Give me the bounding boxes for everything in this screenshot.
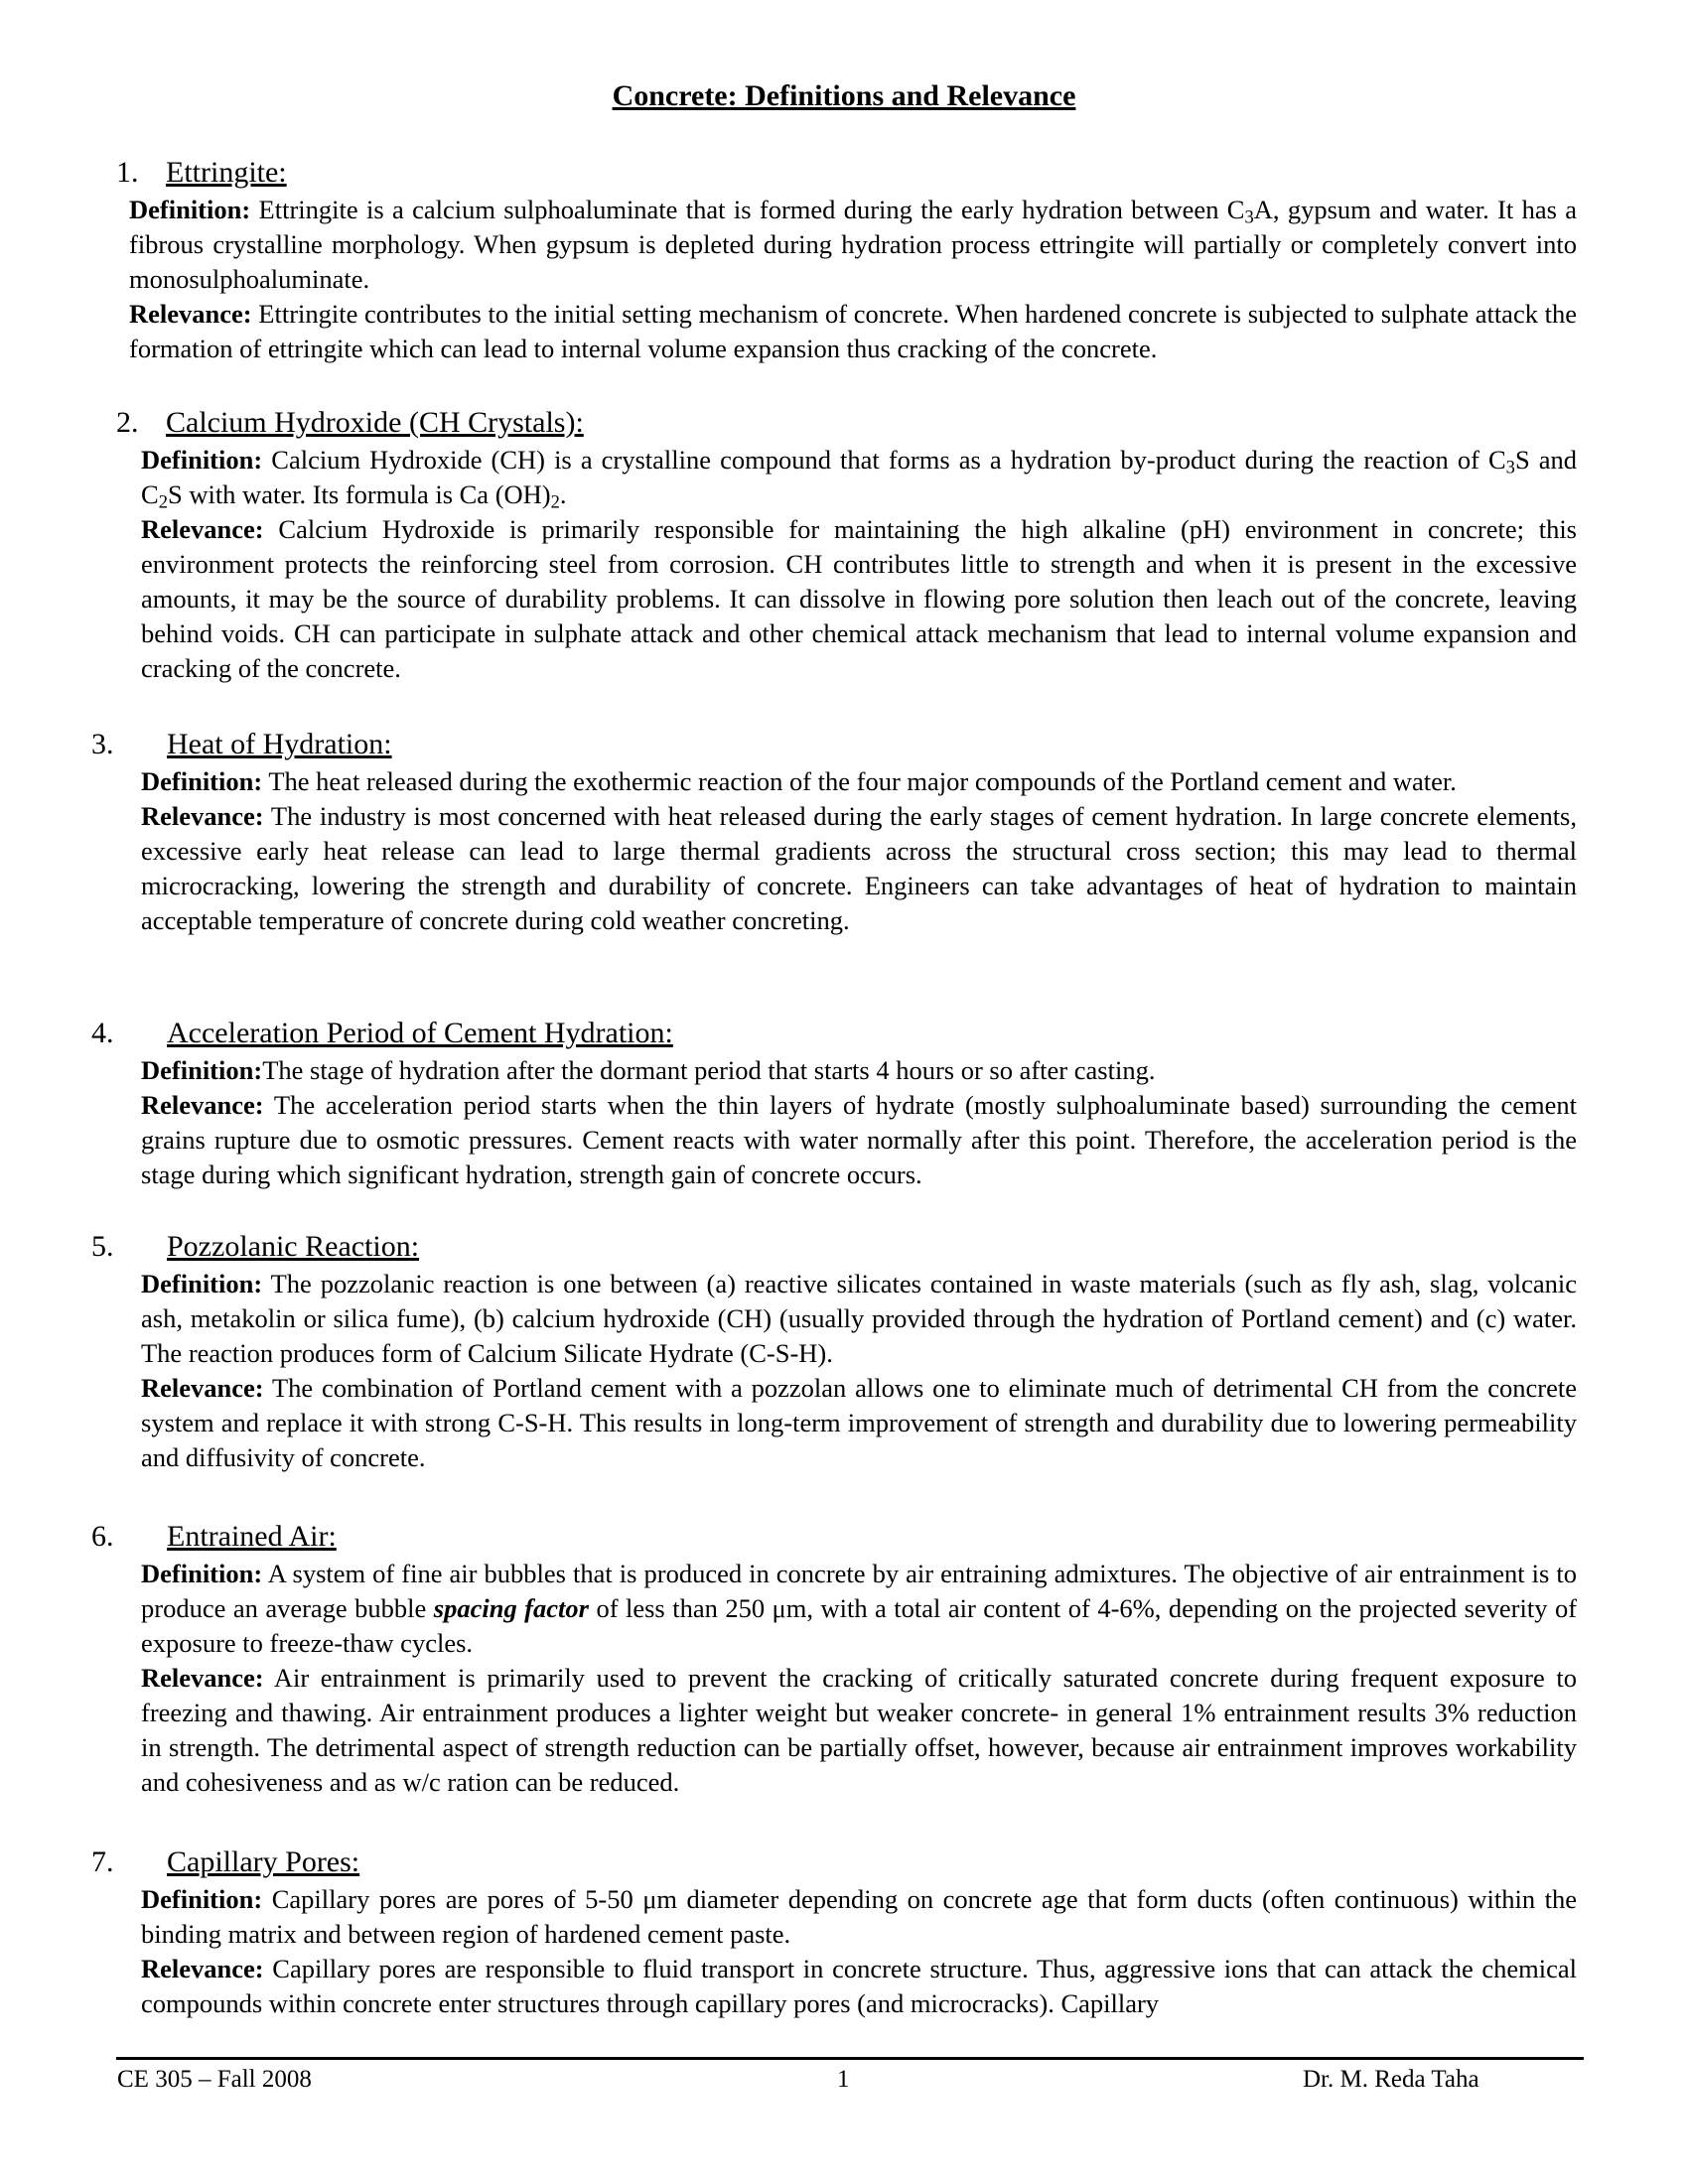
definition-label: Definition: — [129, 195, 251, 224]
section-number: 2. — [116, 406, 139, 439]
section-body — [141, 443, 1577, 686]
relevance-paragraph — [141, 1371, 1577, 1475]
definition-paragraph — [141, 764, 1577, 799]
relevance-paragraph — [141, 512, 1577, 686]
definition-label: Definition: — [141, 1884, 263, 1914]
definition-paragraph — [141, 1557, 1577, 1661]
relevance-text: Calcium Hydroxide is primarily responsible for maintaining the high alkaline (pH) environment in concrete; this environment protects the reinforcing steel from corrosion. CH contributes little to strength and when it is present in the excessive amounts, it may be the source of durability problems. It can dissolve in flowing pore solution then leach out of the concrete, leaving behind voids. CH can participate in sulphate attack and other chemical attack mechanism that lead to internal volume expansion and cracking of the concrete. — [141, 514, 1577, 683]
definition-paragraph — [141, 443, 1577, 512]
relevance-paragraph — [141, 1952, 1577, 2021]
relevance-label: Relevance: — [141, 1090, 264, 1120]
relevance-label: Relevance: — [141, 514, 264, 544]
definition-text: The pozzolanic reaction is one between (a) reactive silicates contained in waste materials (such as fly ash, slag, volcanic ash, metakolin or silica fume), (b) calcium hydroxide (CH) (usually provided through the hydration of Portland cement) and (c) water. The reaction produces form of Calcium Silicate Hydrate (C-S-H). — [141, 1269, 1577, 1368]
definition-text: The stage of hydration after the dormant period that starts 4 hours or so after casting. — [262, 1055, 1156, 1085]
section-title: Heat of Hydration: — [167, 728, 392, 760]
definition-text: Calcium Hydroxide (CH) is a crystalline compound that forms as a hydration by-product during the reaction of $C_3S$ and $C_2S$ with water. Its formula is Ca $(OH)_2$. — [141, 445, 1578, 513]
definition-text-start: A system of fine air bubbles that is produced in concrete by air entraining admixtures. The objective of air entrainment is to produce an average bubble — [141, 1559, 1577, 1623]
definition-paragraph — [141, 1882, 1577, 1952]
section-body — [129, 193, 1577, 366]
relevance-paragraph — [141, 799, 1577, 938]
definition-label: Definition: — [141, 445, 263, 475]
relevance-label: Relevance: — [141, 801, 264, 831]
section-number: 3. — [91, 728, 114, 760]
section-body — [141, 1557, 1577, 1800]
definition-text: The heat released during the exothermic reaction of the four major compounds of the Portland cement and water. — [268, 766, 1457, 796]
section-title: Entrained Air: — [167, 1520, 337, 1553]
relevance-label: Relevance: — [141, 1954, 264, 1983]
footer-author: Dr. M. Reda Taha — [1303, 2066, 1479, 2093]
section-number: 4. — [91, 1017, 114, 1049]
section-body — [141, 1882, 1577, 2021]
spacing-factor-term: spacing factor — [433, 1593, 589, 1623]
relevance-text: The industry is most concerned with heat released during the early stages of cement hydration. In large concrete elements, excessive early heat release can lead to large thermal gradients across the structural cross section; this may lead to thermal microcracking, lowering the strength and durability of concrete. Engineers can take advantages of heat of hydration to maintain acceptable temperature of concrete during cold weather concreting. — [141, 801, 1577, 935]
section-title: Acceleration Period of Cement Hydration: — [167, 1017, 673, 1049]
section-title: Pozzolanic Reaction: — [167, 1230, 420, 1263]
section-number: 5. — [91, 1230, 114, 1263]
definition-label: Definition: — [141, 1559, 263, 1588]
relevance-label: Relevance: — [129, 299, 252, 329]
section-title: Capillary Pores: — [167, 1845, 360, 1878]
section-number: 6. — [91, 1520, 114, 1553]
relevance-label: Relevance: — [141, 1373, 264, 1403]
footer-rule — [116, 2057, 1584, 2060]
section-body — [141, 1053, 1577, 1192]
page-title: Concrete: Definitions and Relevance — [612, 79, 1076, 112]
definition-label: Definition: — [141, 1055, 263, 1085]
section-title: Ettringite: — [166, 156, 287, 189]
section-number: 7. — [91, 1845, 114, 1878]
relevance-paragraph — [141, 1661, 1577, 1800]
section-title: Calcium Hydroxide (CH Crystals): — [166, 406, 584, 439]
relevance-paragraph — [129, 297, 1577, 366]
relevance-text: Capillary pores are responsible to fluid transport in concrete structure. Thus, aggressive ions that can attack the chemical compounds within concrete enter structures through capillary pores (and microcracks). Capillary — [141, 1954, 1577, 2018]
section-number: 1. — [116, 156, 139, 189]
relevance-text: The acceleration period starts when the thin layers of hydrate (mostly sulphoaluminate based) surrounding the cement grains rupture due to osmotic pressures. Cement reacts with water normally after this point. Therefore, the acceleration period is the stage during which significant hydration, strength gain of concrete occurs. — [141, 1090, 1577, 1189]
definition-paragraph — [129, 193, 1577, 297]
definition-label: Definition: — [141, 1269, 263, 1298]
relevance-text: The combination of Portland cement with a pozzolan allows one to eliminate much of detrimental CH from the concrete system and replace it with strong C-S-H. This results in long-term improvement of strength and durability due to lowering permeability and diffusivity of concrete. — [141, 1373, 1577, 1472]
relevance-text: Air entrainment is primarily used to prevent the cracking of critically saturated concrete during frequent exposure to freezing and thawing. Air entrainment produces a lighter weight but weaker concrete- in general 1% entrainment results 3% reduction in strength. The detrimental aspect of strength reduction can be partially offset, however, because air entrainment improves workability and cohesiveness and as w/c ration can be reduced. — [141, 1663, 1577, 1797]
definition-label: Definition: — [141, 766, 263, 796]
relevance-paragraph — [141, 1088, 1577, 1192]
section-body — [141, 1267, 1577, 1475]
section-body — [141, 764, 1577, 938]
definition-text-end: of less than 250 μm, with a total air content of 4-6%, depending on the projected severity of exposure to freeze-thaw cycles. — [141, 1593, 1578, 1658]
relevance-label: Relevance: — [141, 1663, 264, 1693]
relevance-text: Ettringite contributes to the initial setting mechanism of concrete. When hardened concrete is subjected to sulphate attack the formation of ettringite which can lead to internal volume expansion thus cracking of the concrete. — [129, 299, 1577, 363]
footer-page-number: 1 — [837, 2066, 850, 2093]
definition-text: Capillary pores are pores of 5-50 μm diameter depending on concrete age that form ducts (often continuous) within the binding matrix and between region of hardened cement paste. — [141, 1884, 1577, 1949]
definition-paragraph — [141, 1053, 1577, 1088]
footer-course: CE 305 – Fall 2008 — [117, 2066, 312, 2093]
definition-paragraph — [141, 1267, 1577, 1371]
definition-text: Ettringite is a calcium sulphoaluminate that is formed during the early hydration between $C_3A$, gypsum and water. It has a fibrous crystalline morphology. When gypsum is depleted during hydration process ettringite will partially or completely convert into monosulphoaluminate. — [129, 195, 1577, 294]
